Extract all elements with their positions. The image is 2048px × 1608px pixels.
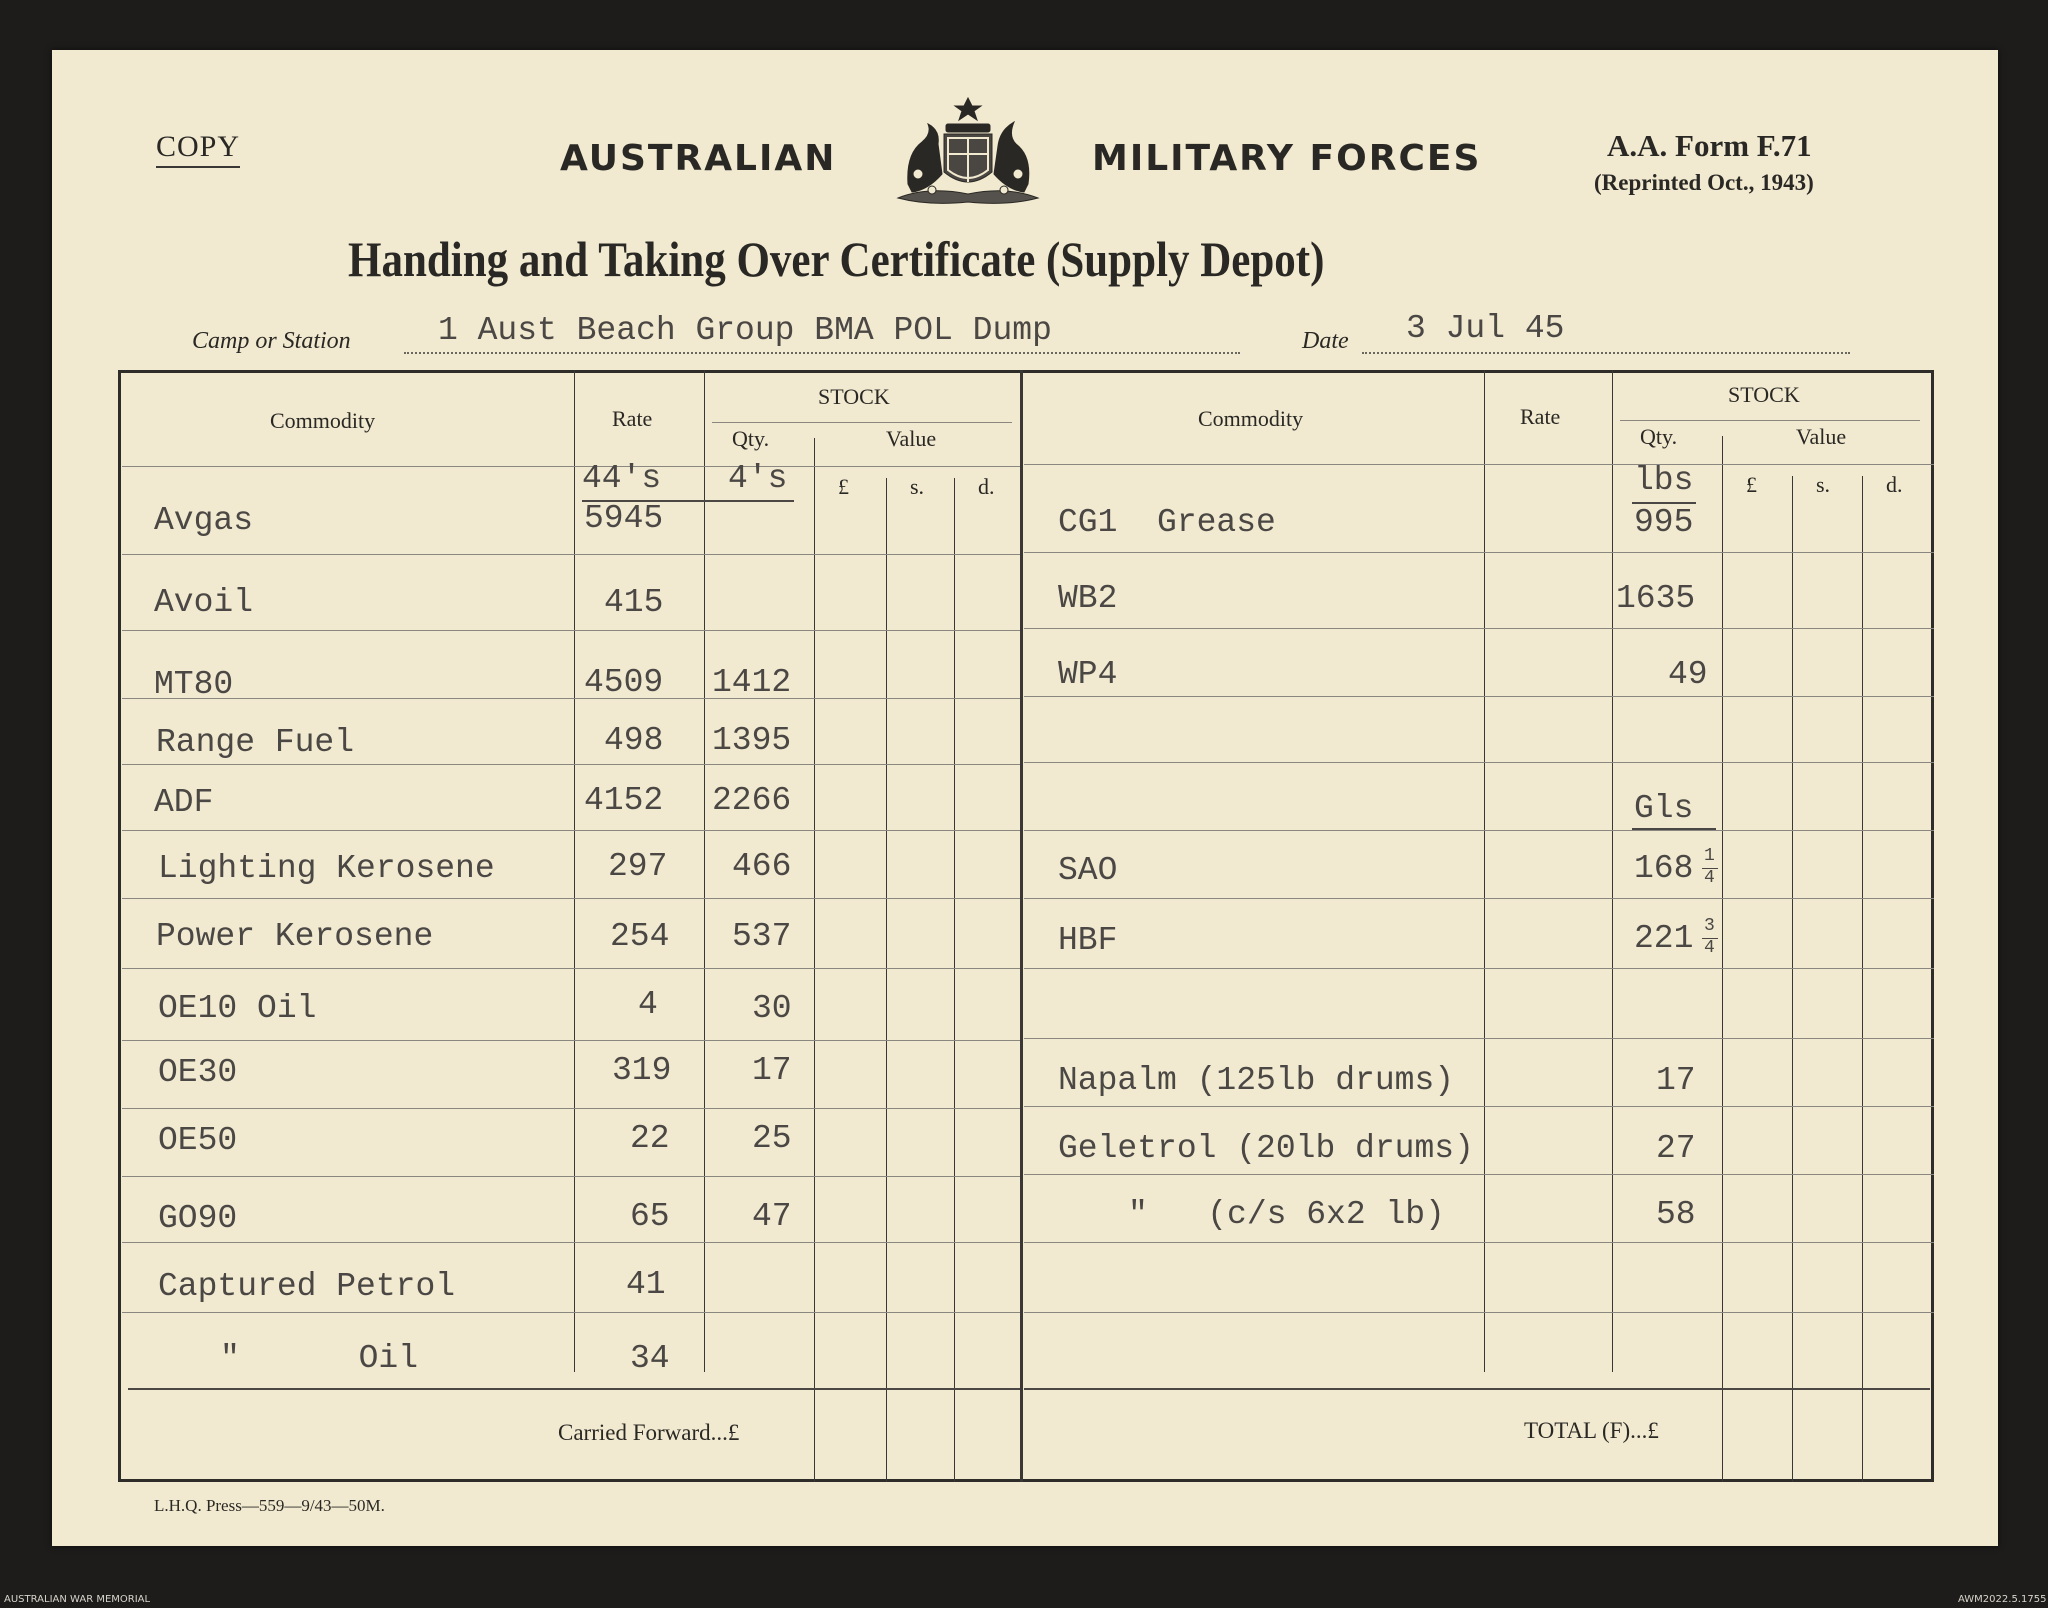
header-australian: AUSTRALIAN xyxy=(560,138,837,179)
right-row-qty-whole: 168 xyxy=(1634,850,1694,887)
right-row-commodity: SAO xyxy=(1058,852,1118,889)
right-row-commodity: " (c/s 6x2 lb) xyxy=(1128,1196,1445,1233)
date-value: 3 Jul 45 xyxy=(1406,310,1565,347)
left-row-qty: 466 xyxy=(732,848,792,885)
right-row-qty: 49 xyxy=(1668,656,1708,693)
left-row-qty: 47 xyxy=(752,1198,792,1235)
left-unit-rate: 44's xyxy=(582,460,662,497)
left-row-commodity: Power Kerosene xyxy=(156,918,434,955)
left-row-commodity: Lighting Kerosene xyxy=(158,850,495,887)
left-row-qty: 1395 xyxy=(712,722,792,759)
left-row-rate: 415 xyxy=(604,584,664,621)
right-header-shilling: s. xyxy=(1816,472,1831,497)
right-row-commodity: WB2 xyxy=(1058,580,1118,617)
right-row-commodity: Napalm (125lb drums) xyxy=(1058,1062,1455,1099)
right-row-qty: 1635 xyxy=(1616,580,1696,617)
left-header-pound: £ xyxy=(838,474,849,499)
header-military-forces: MILITARY FORCES xyxy=(1092,138,1482,179)
left-row-qty: 1412 xyxy=(712,664,792,701)
coat-of-arms-icon xyxy=(888,94,1048,214)
left-row-commodity: OE50 xyxy=(158,1122,238,1159)
right-header-rate: Rate xyxy=(1520,404,1561,429)
right-row-qty-whole: 221 xyxy=(1634,920,1694,957)
left-header-shilling: s. xyxy=(910,474,925,499)
left-header-rate: Rate xyxy=(612,406,653,431)
archive-credit: AUSTRALIAN WAR MEMORIAL xyxy=(4,1594,151,1605)
left-row-qty: 537 xyxy=(732,918,792,955)
camp-dotted-line xyxy=(404,352,1240,354)
right-row-qty: 58 xyxy=(1656,1196,1696,1233)
left-row-commodity: ADF xyxy=(154,784,214,821)
form-number: A.A. Form F.71 xyxy=(1607,128,1812,163)
right-header-commodity: Commodity xyxy=(1198,406,1304,431)
left-header-stock: STOCK xyxy=(818,384,890,409)
page-title: Handing and Taking Over Certificate (Supply Depot) xyxy=(348,231,1325,287)
right-header-stock: STOCK xyxy=(1728,382,1800,407)
copy-mark: COPY xyxy=(156,130,240,168)
right-header-qty: Qty. xyxy=(1640,424,1678,449)
right-row-qty: 27 xyxy=(1656,1130,1696,1167)
camp-value: 1 Aust Beach Group BMA POL Dump xyxy=(438,312,1052,349)
right-unit-lbs: lbs xyxy=(1634,462,1694,499)
left-row-rate: 41 xyxy=(626,1266,666,1303)
left-row-qty: 17 xyxy=(752,1052,792,1089)
left-unit-qty: 4's xyxy=(728,460,788,497)
form-sheet xyxy=(52,50,1998,1546)
right-row-qty-frac-den: 4 xyxy=(1704,868,1715,888)
left-row-rate: 22 xyxy=(630,1120,670,1157)
right-header-pence: d. xyxy=(1886,472,1903,497)
left-row-commodity: OE30 xyxy=(158,1054,238,1091)
left-row-qty: 2266 xyxy=(712,782,792,819)
left-header-qty: Qty. xyxy=(732,426,770,451)
left-row-rate: 4 xyxy=(638,986,658,1023)
right-row-commodity: Geletrol (20lb drums) xyxy=(1058,1130,1474,1167)
right-row-qty: 17 xyxy=(1656,1062,1696,1099)
total-label: TOTAL (F)...£ xyxy=(1524,1418,1659,1443)
left-header-commodity: Commodity xyxy=(270,408,376,433)
left-row-rate: 319 xyxy=(612,1052,672,1089)
right-unit-gls-underline xyxy=(1632,828,1716,830)
left-row-rate: 4509 xyxy=(584,664,664,701)
left-row-rate: 4152 xyxy=(584,782,664,819)
right-row-qty: 995 xyxy=(1634,504,1694,541)
right-header-value: Value xyxy=(1796,424,1847,449)
left-row-rate: 498 xyxy=(604,722,664,759)
left-header-value: Value xyxy=(886,426,937,451)
right-row-commodity: HBF xyxy=(1058,922,1118,959)
right-unit-gls: Gls xyxy=(1634,790,1694,827)
right-row-commodity: CG1 Grease xyxy=(1058,504,1276,541)
left-row-rate: 254 xyxy=(610,918,670,955)
left-row-commodity: " Oil xyxy=(220,1340,419,1377)
left-row-commodity: GO90 xyxy=(158,1200,238,1237)
right-row-qty-frac-num: 1 xyxy=(1704,846,1715,866)
left-row-qty: 25 xyxy=(752,1120,792,1157)
left-header-pence: d. xyxy=(978,474,995,499)
left-row-rate: 297 xyxy=(608,848,668,885)
date-label: Date xyxy=(1302,328,1349,354)
left-row-rate: 65 xyxy=(630,1198,670,1235)
left-row-rate: 5945 xyxy=(584,500,664,537)
date-dotted-line xyxy=(1362,352,1850,354)
left-row-commodity: Avoil xyxy=(154,584,254,621)
carried-forward-label: Carried Forward...£ xyxy=(558,1420,740,1445)
center-divider xyxy=(1020,370,1023,1482)
archive-id: AWM2022.5.1755 xyxy=(1958,1594,2047,1605)
right-header-pound: £ xyxy=(1746,472,1757,497)
left-row-commodity: OE10 Oil xyxy=(158,990,317,1027)
left-row-rate: 34 xyxy=(630,1340,670,1377)
camp-label: Camp or Station xyxy=(192,328,351,354)
left-row-qty: 30 xyxy=(752,990,792,1027)
left-row-commodity: MT80 xyxy=(154,666,234,703)
right-row-qty-frac-den: 4 xyxy=(1704,938,1715,958)
right-row-qty-frac-num: 3 xyxy=(1704,916,1715,936)
left-row-commodity: Captured Petrol xyxy=(158,1268,456,1305)
right-row-commodity: WP4 xyxy=(1058,656,1118,693)
left-row-commodity: Avgas xyxy=(154,502,254,539)
reprint-note: (Reprinted Oct., 1943) xyxy=(1594,170,1814,195)
press-mark: L.H.Q. Press—559—9/43—50M. xyxy=(154,1496,385,1515)
left-row-commodity: Range Fuel xyxy=(156,724,355,761)
